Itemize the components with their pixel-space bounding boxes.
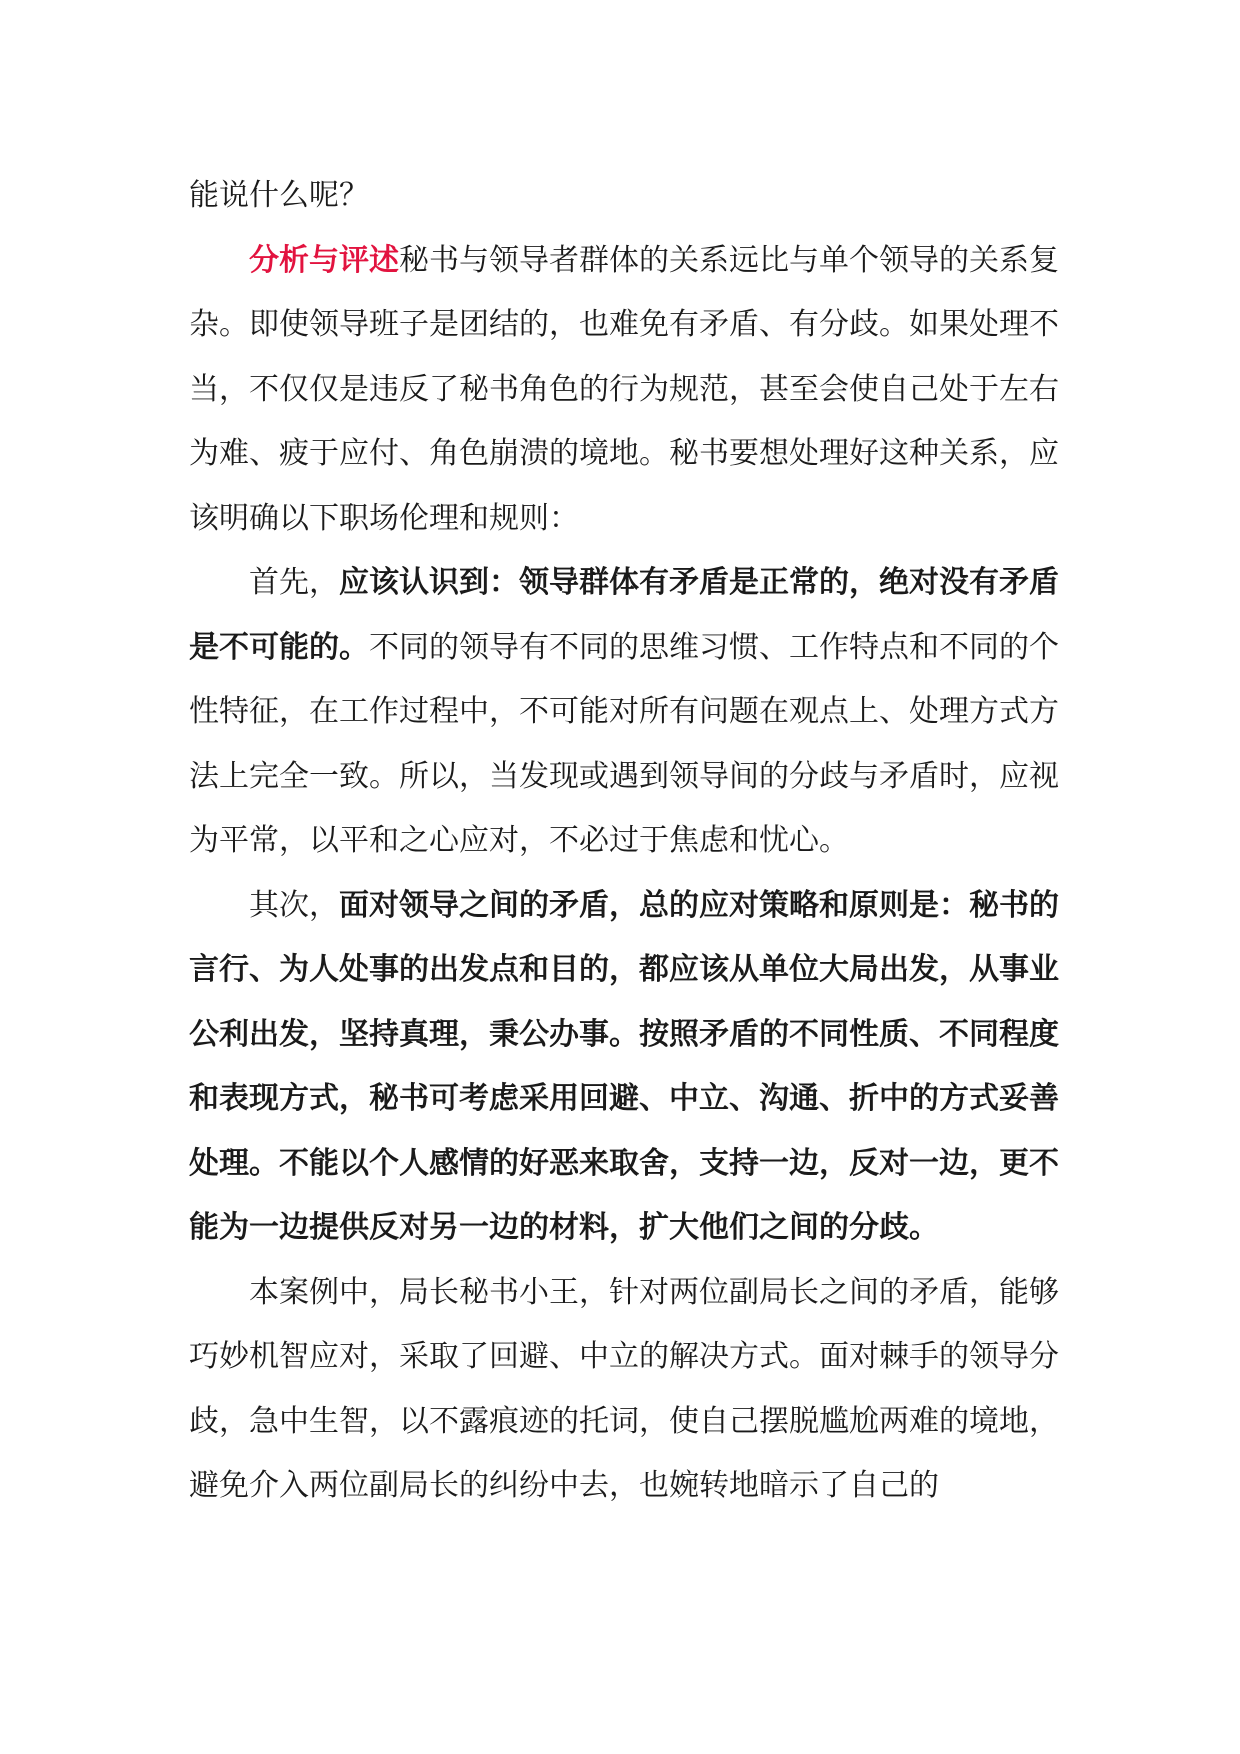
paragraph-first [189,551,1059,874]
paragraph-first-lead: 首先， [249,565,339,600]
paragraph-first-text: 不同的领导有不同的思维习惯、工作特点和不同的个性特征，在工作过程中，不可能对所有问题在观点上、处理方式方法上完全一致。所以，当发现或遇到领导间的分歧与矛盾时，应视为平常，以平和之心应对，不必过于焦虑和忧心。 [189,629,1059,858]
paragraph-second-bold: 面对领导之间的矛盾，总的应对策略和原则是：秘书的言行、为人处事的出发点和目的，都应该从单位大局出发，从事业公利出发，坚持真理，秉公办事。按照矛盾的不同性质、不同程度和表现方式，秘书可考虑采用回避、中立、沟通、折中的方式妥善处理。不能以个人感情的好恶来取舍，支持一边，反对一边，更不能为一边提供反对另一边的材料，扩大他们之间的分歧。 [189,887,1059,1245]
paragraph-case [189,1261,1059,1519]
paragraph-second [189,874,1059,1261]
paragraph-1 [189,164,1059,229]
paragraph-analysis-text: 秘书与领导者群体的关系远比与单个领导的关系复杂。即使领导班子是团结的，也难免有矛盾、有分歧。如果处理不当，不仅仅是违反了秘书角色的行为规范，甚至会使自己处于左右为难、疲于应付、角色崩溃的境地。秘书要想处理好这种关系，应该明确以下职场伦理和规则： [189,242,1059,536]
paragraph-1-text: 能说什么呢？ [189,178,369,213]
section-heading: 分析与评述 [249,242,399,278]
paragraph-second-lead: 其次， [249,887,339,923]
document-body [189,164,1059,1519]
paragraph-analysis [189,229,1059,552]
paragraph-first-bold: 应该认识到：领导群体有矛盾是正常的，绝对没有矛盾是不可能的。 [189,565,1059,665]
paragraph-case-text: 本案例中，局长秘书小王，针对两位副局长之间的矛盾，能够巧妙机智应对，采取了回避、中立的解决方式。面对棘手的领导分歧，急中生智，以不露痕迹的托词，使自己摆脱尴尬两难的境地，避免介入两位副局长的纠纷中去，也婉转地暗示了自己的 [189,1274,1059,1503]
